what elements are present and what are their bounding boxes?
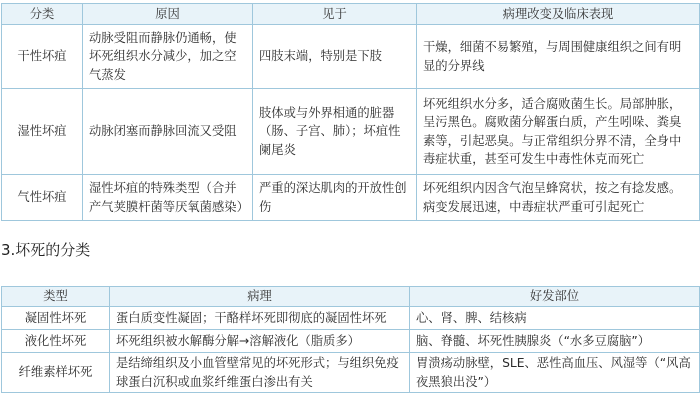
table-row — [2, 330, 700, 353]
header-pathology: 病理 — [110, 287, 410, 307]
cell-pathology: 坏死组织被水解酶分解→溶解液化（脂质多） — [110, 330, 410, 353]
header-type: 类型 — [2, 287, 110, 307]
cell-category: 气性坏疽 — [2, 175, 83, 221]
cell-pathology: 是结缔组织及小血管壁常见的坏死形式；与组织免疫球蛋白沉积或血浆纤维蛋白渗出有关 — [110, 353, 410, 393]
table-row — [2, 25, 700, 89]
section-title: 3.坏死的分类 — [1, 241, 91, 259]
cell-common-sites: 心、肾、脾、结核病 — [410, 307, 700, 330]
cell-cause: 动脉受阻而静脉仍通畅，使坏死组织水分减少，加之空气蒸发 — [83, 25, 253, 89]
cell-type: 液化性坏死 — [2, 330, 110, 353]
necrosis-table — [1, 286, 700, 393]
cell-type: 凝固性坏死 — [2, 307, 110, 330]
header-category: 分类 — [2, 4, 83, 25]
cell-seen-in: 严重的深达肌肉的开放性创伤 — [253, 175, 417, 221]
table-header-row — [2, 287, 700, 307]
table-row — [2, 89, 700, 175]
header-common-sites: 好发部位 — [410, 287, 700, 307]
cell-cause: 动脉闭塞而静脉回流又受阻 — [83, 89, 253, 175]
gangrene-table — [1, 3, 700, 221]
header-cause: 原因 — [83, 4, 253, 25]
cell-pathology: 坏死组织内因含气泡呈蜂窝状，按之有捻发感。病变发展迅速，中毒症状严重可引起死亡 — [417, 175, 700, 221]
cell-pathology: 坏死组织水分多，适合腐败菌生长。局部肿胀，呈污黑色。腐败菌分解蛋白质，产生吲哚、粪臭素等，引起恶臭。与正常组织分界不清，全身中毒症状重，甚至可发生中毒性休克而死亡 — [417, 89, 700, 175]
cell-seen-in: 肢体或与外界相通的脏器（肠、子宫、肺）；坏疽性阑尾炎 — [253, 89, 417, 175]
cell-category: 干性坏疽 — [2, 25, 83, 89]
table-row — [2, 353, 700, 393]
cell-pathology: 蛋白质变性凝固；干酪样坏死即彻底的凝固性坏死 — [110, 307, 410, 330]
table-row — [2, 175, 700, 221]
cell-common-sites: 脑、脊髓、坏死性胰腺炎（“水多豆腐脑”） — [410, 330, 700, 353]
cell-cause: 湿性坏疽的特殊类型（合并产气荚膜杆菌等厌氧菌感染） — [83, 175, 253, 221]
table-header-row — [2, 4, 700, 25]
table-row — [2, 307, 700, 330]
header-seen-in: 见于 — [253, 4, 417, 25]
cell-category: 湿性坏疽 — [2, 89, 83, 175]
header-pathology: 病理改变及临床表现 — [417, 4, 700, 25]
cell-type: 纤维素样坏死 — [2, 353, 110, 393]
cell-common-sites: 胃溃疡动脉壁，SLE、恶性高血压、风湿等（“风高夜黑狼出没”） — [410, 353, 700, 393]
cell-pathology: 干燥，细菌不易繁殖，与周围健康组织之间有明显的分界线 — [417, 25, 700, 89]
cell-seen-in: 四肢末端，特别是下肢 — [253, 25, 417, 89]
